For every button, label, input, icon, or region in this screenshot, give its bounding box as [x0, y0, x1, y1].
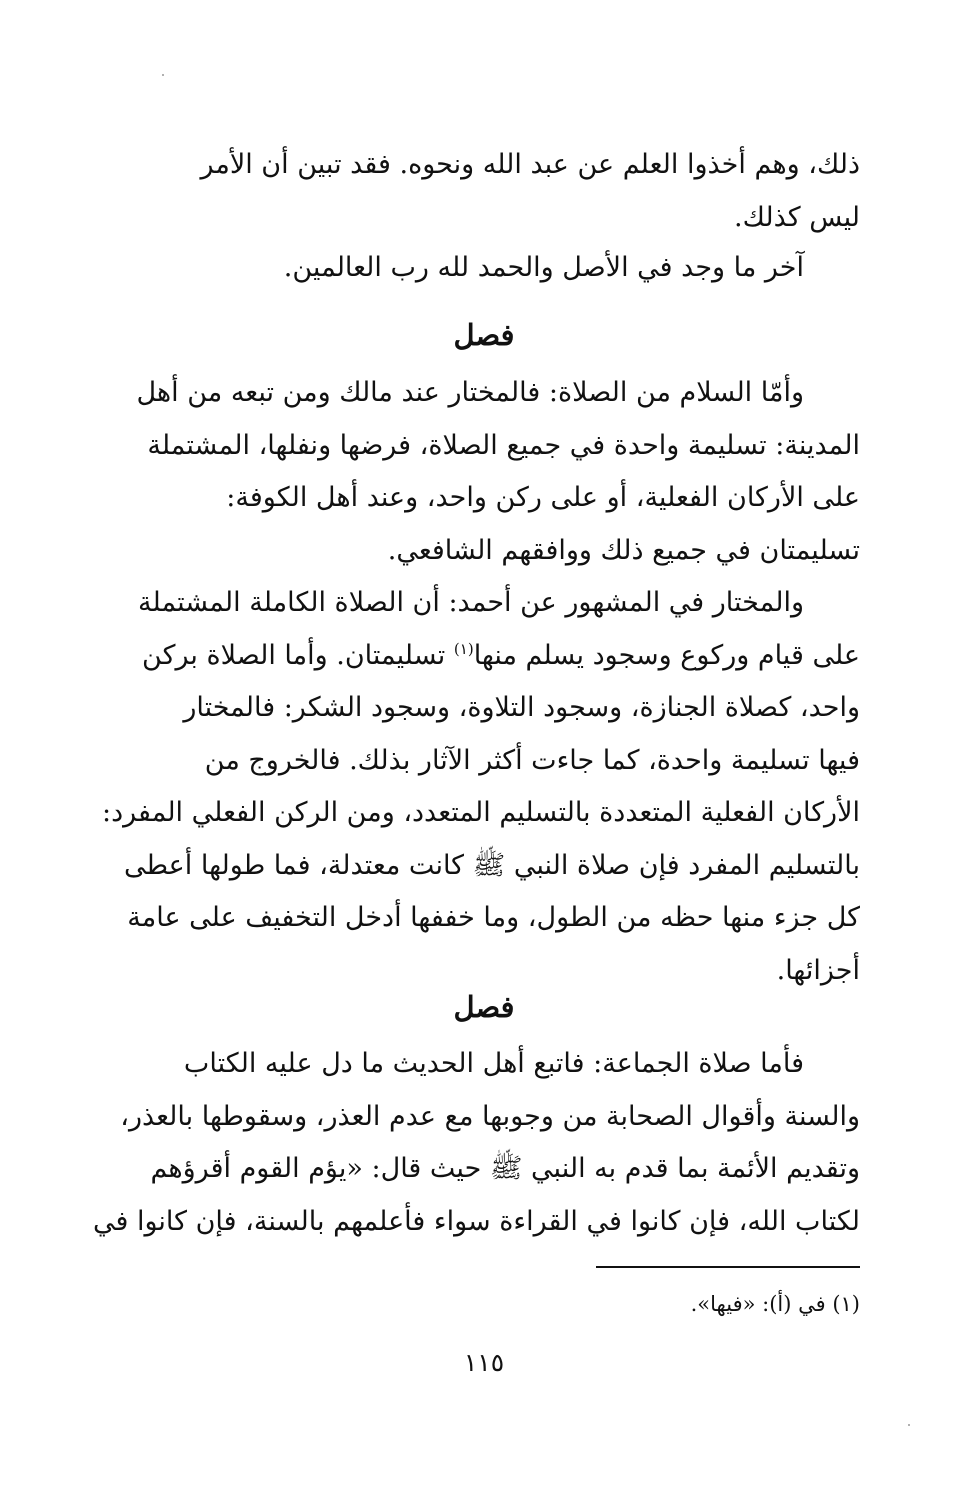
text-line: فأما صلاة الجماعة: فاتبع أهل الحديث ما دل عليه الكتاب — [183, 1048, 804, 1079]
text-line: آخر ما وجد في الأصل والحمد لله رب العالمين. — [283, 252, 804, 283]
text-line: بالتسليم المفرد فإن صلاة النبي ﷺ كانت معتدلة، فما طولها أعطى — [124, 849, 860, 881]
text-segment: على قيام وركوع وسجود يسلم منها — [473, 639, 860, 671]
text-line: تسليمتان في جميع ذلك ووافقهم الشافعي. — [387, 534, 860, 566]
section-heading: فصل — [453, 318, 515, 352]
page-number: ١١٥ — [463, 1348, 505, 1377]
text-line: وتقديم الأئمة بما قدم به النبي ﷺ حيث قال: «يؤم القوم أقرؤهم — [150, 1153, 860, 1184]
text-line: على الأركان الفعلية، أو على ركن واحد، وعند أهل الكوفة: — [226, 482, 860, 513]
text-line: وأمّا السلام من الصلاة: فالمختار عند مالك ومن تبعه من أهل — [136, 377, 804, 408]
paragraph-ahmad — [102, 577, 860, 997]
text-line: واحد، كصلاة الجنازة، وسجود التلاوة، وسجود الشكر: فالمختار — [183, 692, 860, 723]
text-line: كل جزء منها حظه من الطول، وما خففها أدخل التخفيف على عامة — [127, 902, 860, 933]
footnote-marker: (١) — [453, 639, 474, 658]
text-segment: تسليمتان. وأما الصلاة بركن — [142, 639, 454, 671]
section-heading: فصل — [453, 990, 515, 1024]
closing-note — [108, 242, 860, 295]
footnote: (١) في (أ): «فيها». — [690, 1292, 860, 1316]
text-line: ليس كذلك. — [734, 201, 860, 233]
text-line: والمختار في المشهور عن أحمد: أن الصلاة الكاملة المشتملة — [138, 587, 804, 618]
paragraph-jamaah — [92, 1038, 860, 1248]
paragraph-salam — [108, 367, 860, 577]
text-line: أجزائها. — [776, 954, 860, 986]
scan-speck — [162, 74, 164, 76]
text-line: المدينة: تسليمة واحدة في جميع الصلاة، فرضها ونفلها، المشتملة — [147, 429, 860, 461]
text-line-with-footnote — [108, 630, 860, 683]
text-line: فيها تسليمة واحدة، كما جاءت أكثر الآثار بذلك. فالخروج من — [204, 744, 860, 776]
text-line: الأركان الفعلية المتعددة بالتسليم المتعدد، ومن الركن الفعلي المفرد: — [102, 797, 860, 828]
text-line: والسنة وأقوال الصحابة من وجوبها مع عدم العذر، وسقوطها بالعذر، — [120, 1100, 860, 1132]
footnote-divider — [596, 1266, 860, 1268]
scan-speck — [908, 1424, 910, 1426]
text-line: لكتاب الله، فإن كانوا في القراءة سواء فأعلمهم بالسنة، فإن كانوا في — [92, 1205, 860, 1237]
paragraph-continuation — [108, 139, 860, 244]
text-line: ذلك، وهم أخذوا العلم عن عبد الله ونحوه. فقد تبين أن الأمر — [200, 149, 860, 180]
